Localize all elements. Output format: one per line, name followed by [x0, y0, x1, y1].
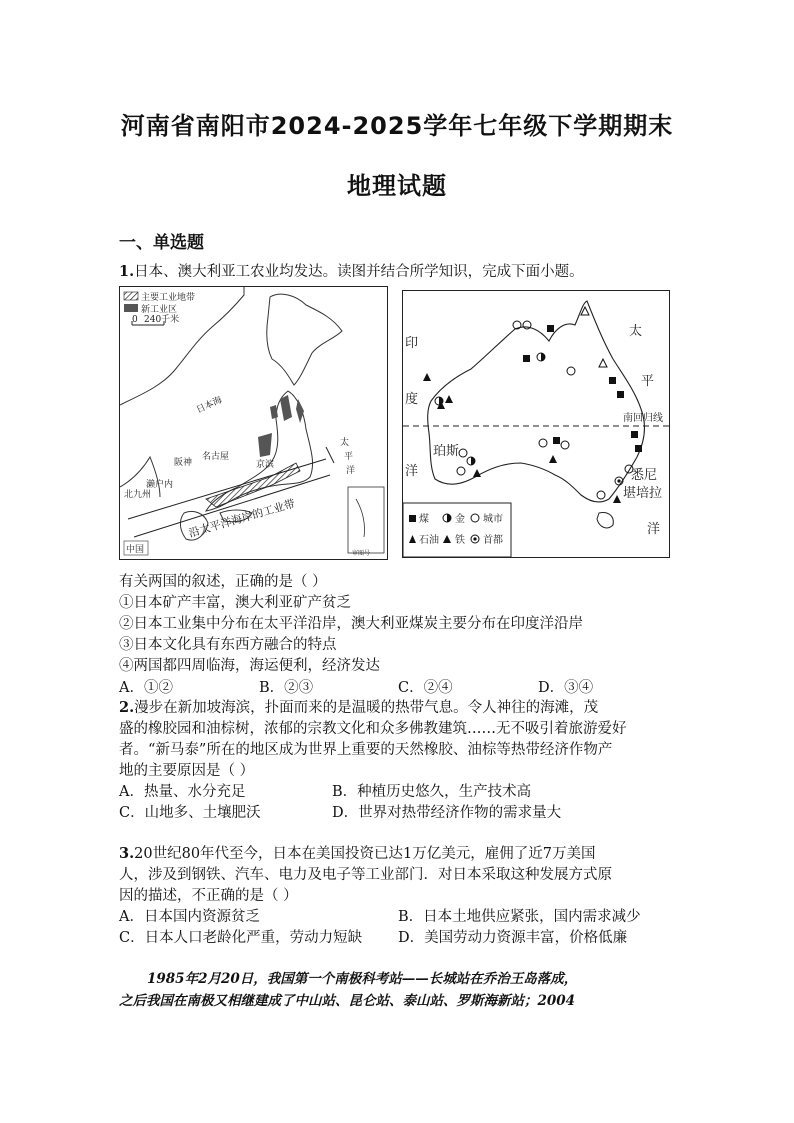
- question-1-sub-stem: 有关两国的叙述，正确的是（ ）: [119, 574, 327, 590]
- label-pacific-3: 洋: [346, 466, 356, 476]
- label-pacific-1: 太: [340, 438, 350, 448]
- option-a: A．①②: [119, 680, 173, 696]
- label-pacific-3: 洋: [647, 522, 661, 537]
- option-d: D．世界对热带经济作物的需求量大: [332, 805, 562, 821]
- label-nagoya: 名古屋: [202, 452, 230, 462]
- question-number: 1.: [119, 263, 135, 280]
- legend-capital: 首都: [483, 535, 503, 546]
- legend-new-industrial-area: 新工业区: [141, 305, 178, 315]
- question-2-line-4: 地的主要原因是（ ）: [119, 763, 255, 779]
- legend-industrial-belt: 主要工业地带: [141, 293, 196, 303]
- australia-map: [402, 290, 670, 558]
- japan-map: [119, 286, 388, 560]
- label-kitakyushu: 北九州: [124, 490, 152, 500]
- legend-coal: 煤: [419, 514, 429, 525]
- label-indian-2: 度: [405, 392, 419, 407]
- question-3-line-2: 人，涉及到钢铁、汽车、电力及电子等工业部门．对日本采取这种发展方式原: [119, 867, 612, 883]
- option-a: A．日本国内资源贫乏: [119, 909, 260, 925]
- legend-city: 城市: [483, 514, 503, 525]
- option-c: C．山地多、土壤肥沃: [119, 805, 261, 821]
- legend-gold: 金: [455, 514, 465, 525]
- option-b: B．②③: [259, 680, 314, 696]
- label-sydney: 悉尼: [631, 468, 658, 483]
- label-perth: 珀斯: [433, 444, 460, 459]
- statement-1: ①日本矿产丰富，澳大利亚矿产贫乏: [119, 595, 351, 611]
- australia-map-figure: [403, 291, 669, 557]
- question-text: 20世纪80年代至今，日本在美国投资已达1万亿美元，雇佣了近7万美国: [134, 846, 596, 862]
- label-indian-3: 洋: [405, 464, 419, 479]
- label-hanshin: 阪神: [174, 458, 193, 468]
- scale-value: 240千米: [144, 315, 180, 325]
- question-number: 3.: [119, 845, 135, 862]
- label-approval: 审图号: [352, 550, 371, 557]
- statement-4: ④两国都四周临海，海运便利，经济发达: [119, 658, 380, 674]
- passage-line-2: 之后我国在南极又相继建成了中山站、昆仑站、泰山站、罗斯海新站；2004: [119, 993, 576, 1009]
- label-indian-1: 印: [405, 336, 419, 351]
- option-c: C．日本人口老龄化严重，劳动力短缺: [119, 930, 363, 946]
- option-d: D．美国劳动力资源丰富，价格低廉: [398, 930, 628, 946]
- label-keihin: 京滨: [256, 460, 275, 470]
- question-number: 2.: [119, 699, 135, 716]
- page-subtitle: 地理试题: [347, 172, 447, 200]
- label-sea-of-japan: 日本海: [195, 395, 224, 416]
- option-d: D．③④: [538, 680, 594, 696]
- question-text: 漫步在新加坡海滨，扑面而来的是温暖的热带气息。令人神往的海滩，茂: [134, 700, 599, 716]
- label-industrial-belt: 沿太平洋海岸的工业带: [187, 497, 297, 540]
- question-2-line-3: 者。“新马泰”所在的地区成为世界上重要的天然橡胶、油棕等热带经济作物产: [119, 742, 613, 758]
- label-pacific-1: 太: [629, 324, 643, 339]
- question-3-line-3: 因的描述，不正确的是（ ）: [119, 888, 298, 904]
- question-text: 日本、澳大利亚工农业均发达。读图并结合所学知识，完成下面小题。: [134, 264, 584, 280]
- legend-oil: 石油: [419, 535, 439, 546]
- passage-line-1: 1985年2月20日，我国第一个南极科考站——长城站在乔治王岛落成，: [147, 971, 578, 987]
- option-b: B．种植历史悠久，生产技术高: [332, 784, 532, 800]
- option-a: A．热量、水分充足: [119, 784, 246, 800]
- option-c: C．②④: [398, 680, 453, 696]
- label-pacific-2: 平: [641, 374, 655, 389]
- label-setouchi: 濑户内: [146, 480, 174, 490]
- question-1-stem: [119, 260, 584, 281]
- label-pacific-2: 平: [344, 452, 354, 462]
- page-title: 河南省南阳市2024-2025学年七年级下学期期末: [120, 112, 674, 140]
- japan-map-figure: [120, 287, 387, 559]
- question-3-line-1: [119, 842, 596, 863]
- label-china: 中国: [126, 545, 145, 555]
- legend-iron: 铁: [455, 535, 465, 546]
- question-2-line-2: 盛的橡胶园和油棕树，浓郁的宗教文化和众多佛教建筑……无不吸引着旅游爱好: [119, 721, 627, 737]
- statement-3: ③日本文化具有东西方融合的特点: [119, 637, 337, 653]
- section-heading: 一、单选题: [119, 233, 204, 253]
- statement-2: ②日本工业集中分布在太平洋沿岸，澳大利亚煤炭主要分布在印度洋沿岸: [119, 616, 583, 632]
- scale-zero: 0: [132, 315, 138, 325]
- label-canberra: 堪培拉: [623, 486, 663, 501]
- question-2-line-1: [119, 696, 598, 717]
- option-b: B．日本土地供应紧张，国内需求减少: [398, 909, 641, 925]
- label-tropic: 南回归线: [623, 413, 663, 424]
